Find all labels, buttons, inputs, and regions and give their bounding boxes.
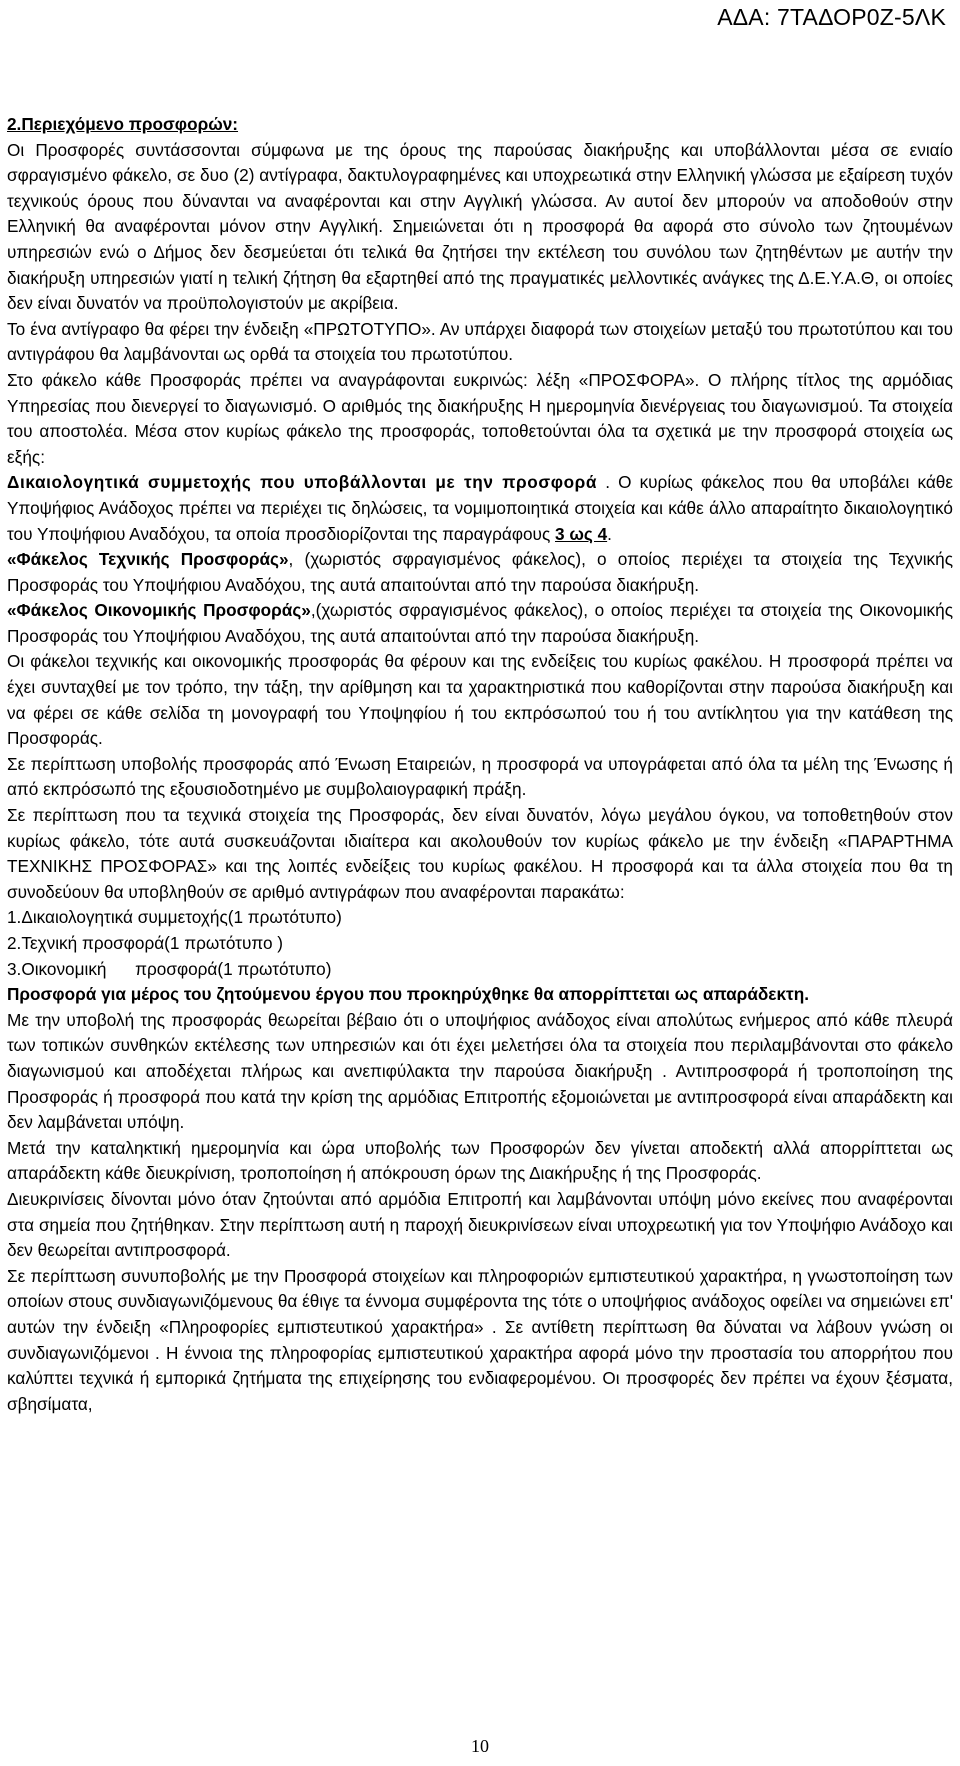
technical-envelope-label: «Φάκελος Τεχνικής Προσφοράς» [7,549,289,570]
paragraph-offers-composition: Οι Προσφορές συντάσσονται σύμφωνα με της όρους της παρούσας διακήρυξης και υποβάλλονται μέσα σε ενιαίο σφραγισμένο φάκελο, σε δυο (2) αντίγραφα, δακτυλογραφημένες και υποχρεωτικά στην Ελληνική γλώσσα με εξαίρεση τυχόν τεχνικούς όρους που δύνανται να αναφέρονται και στην Αγγλική γλώσσα. Αν αυτοί δεν μπορούν να αποδοθούν στην Ελληνική θα αναφέρονται μόνον στην Αγγλική. Σημειώνεται ότι η προσφορά θα αφορά στο σύνολο των ζητουμένων υπηρεσιών ενώ ο Δήμος δεν δεσμεύεται ότι τελικά θα ζητήσει την εκτέλεση του συνόλου των ζητηθέντων με αυτήν την διακήρυξη υπηρεσιών γιατί η τελική ζήτηση θα εξαρτηθεί από της πραγματικές μελλοντικές ανάγκες της Δ.Ε.Υ.Α.Θ, οι οποίες δεν είναι δυνατόν να προϋπολογιστούν με ακρίβεια. [7,139,953,314]
paragraph-envelope-markings: Στο φάκελο κάθε Προσφοράς πρέπει να αναγράφονται ευκρινώς: λέξη «ΠΡΟΣΦΟΡΑ». Ο πλήρης τίτλος της αρμόδιας Υπηρεσίας που διενεργεί το διαγωνισμό. Ο αριθμός της διακήρυξης Η ημερομηνία διενέργειας του διαγωνισμού. Τα στοιχεία του αποστολέα. Μέσα στον κυρίως φάκελο της προσφοράς, τοποθετούνται όλα τα σχετικά με την προσφορά στοιχεία ως εξής: [7,369,953,467]
list-item: 3.Οικονομική προσφορά(1 πρωτότυπο) [7,958,332,979]
paragraph-participation-documents [7,470,953,547]
paragraph-bidder-awareness: Με την υποβολή της προσφοράς θεωρείται βέβαιο ότι ο υποψήφιος ανάδοχος είναι απολύτως ενήμερος από κάθε πλευρά των τοπικών συνθηκών εκτέλεσης των υπηρεσιών και ότι έχει μελετήσει όλα τα στοιχεία που περιλαμβάνονται στο φάκελο διαγωνισμού και αποδέχεται πλήρως και ανεπιφύλακτα την παρούσα διακήρυξη . Αντιπροσφορά ή τροποποίηση της Προσφοράς ή προσφορά που κατά την κρίση της αρμόδιας Επιτροπής εξομοιώνεται με αντιπροσφορά είναι απαράδεκτη και δεν λαμβάνεται υπόψη. [7,1009,953,1133]
paragraph-joint-venture: Σε περίπτωση υποβολής προσφοράς από Ένωση Εταιρειών, η προσφορά να υπογράφεται από όλα τα μέλη της Ένωσης ή από εκπρόσωπό της εξουσιοδοτημένο με συμβολαιογραφική πράξη. [7,753,953,800]
financial-envelope-label: «Φάκελος Οικονομικής Προσφοράς» [7,600,311,621]
section-title: 2.Περιεχόμενο προσφορών: [7,114,239,134]
paragraph-technical-envelope [7,547,953,598]
paragraph-financial-envelope [7,598,953,649]
paragraph-partial-offer-rejection: Προσφορά για μέρος του ζητούμενου έργου που προκηρύχθηκε θα απορρίπτεται ως απαράδεκτη. [7,984,809,1005]
list-item: 1.Δικαιολογητικά συμμετοχής(1 πρωτότυπο) [7,907,342,928]
paragraph-reference: 3 ως 4 [555,523,608,544]
paragraph-reference-end: . [607,523,612,544]
page-number: 10 [471,1736,489,1756]
financial-envelope-text: ,(χωριστός σφραγισμένος φάκελος), ο οποίος περιέχει τα στοιχεία της Οικονομικής Προσφοράς του Υποψήφιου Αναδόχου, της αυτά απαιτούνται από την παρούσα διακήρυξη. [7,600,953,646]
list-item: 2.Τεχνική προσφορά(1 πρωτότυπο ) [7,933,284,953]
paragraph-confidential-info: Σε περίπτωση συνυποβολής με την Προσφορά στοιχείων και πληροφοριών εμπιστευτικού χαρακτήρα, η γνωστοποίηση των οποίων στους συνδιαγωνιζόμενους θα έθιγε τα έννομα συμφέροντα της τότε ο υποψήφιος ανάδοχος οφείλει να σημειώνει επ' αυτών την ένδειξη «Πληροφορίες εμπιστευτικού χαρακτήρα» . Σε αντίθετη περίπτωση θα δύναται να λάβουν γνώση οι συνδιαγωνιζόμενοι . Η έννοια της πληροφορίας εμπιστευτικού χαρακτήρα αφορά μόνο την προστασία του απορρήτου που καλύπτει τεχνικά ή εμπορικά ζητήματα της επιχείρησης του ενδιαφερομένου. Οι προσφορές δεν πρέπει να έχουν ξέσματα, σβησίματα, [7,1265,953,1414]
technical-envelope-text: , (χωριστός σφραγισμένος φάκελος), ο οποίος περιέχει τα στοιχεία της Τεχνικής Προσφοράς του Υποψήφιου Αναδόχου, της αυτά απαιτούνται από την παρούσα διακήρυξη. [7,549,953,595]
participation-documents-text: . Ο κυρίως φάκελος που θα υποβάλει κάθε Υποψήφιος Ανάδοχος πρέπει να περιέχει τις δηλώσεις, τα νομιμοποιητικά στοιχεία και κάθε άλλο απαραίτητο δικαιολογητικό του Υποψήφιου Αναδόχου, τα οποία προσδιορίζονται της παραγράφους [7,472,954,544]
document-body [7,112,953,1417]
paragraph-technical-annex: Σε περίπτωση που τα τεχνικά στοιχεία της Προσφοράς, δεν είναι δυνατόν, λόγω μεγάλου όγκου, να τοποθετηθούν στον κυρίως φάκελο, τότε αυτά συσκευάζονται ιδιαίτερα και ακολουθούν τον κυρίως φάκελο με την ένδειξη «ΠΑΡΑΡΤΗΜΑ ΤΕΧΝΙΚΗΣ ΠΡΟΣΦΟΡΑΣ» και της λοιπές ενδείξεις του κυρίως φακέλου. Η προσφορά και τα άλλα στοιχεία που θα τη συνοδεύουν θα υποβληθούν σε αριθμό αντιγράφων που αναφέρονται παρακάτω: [7,805,953,902]
paragraph-clarifications: Διευκρινίσεις δίνονται μόνο όταν ζητούνται από αρμόδια Επιτροπή και λαμβάνονται υπόψη μόνο εκείνες που αναφέρονται στα σημεία που ζητήθηκαν. Στην περίπτωση αυτή η παροχή διευκρινίσεων είναι υποχρεωτική για τον Υποψήφιο Ανάδοχο και δεν θεωρείται αντιπροσφορά. [7,1188,953,1261]
participation-documents-label: Δικαιολογητικά συμμετοχής που υποβάλλονται με την προσφορά [7,472,598,493]
paragraph-envelope-indications: Οι φάκελοι τεχνικής και οικονομικής προσφοράς θα φέρουν και της ενδείξεις του κυρίως φακέλου. Η προσφορά πρέπει να έχει συνταχθεί με τον τρόπο, την τάξη, την αρίθμηση και τα χαρακτηριστικά που καθορίζονται στην παρούσα διακήρυξη και να φέρει σε κάθε σελίδα τη μονογραφή του Υποψηφίου ή του εκπρόσωπού του ή του αντίκλητου για την κατάθεση της Προσφοράς. [7,651,953,749]
paragraph-original-copy: Το ένα αντίγραφο θα φέρει την ένδειξη «ΠΡΩΤΟΤΥΠΟ». Αν υπάρχει διαφορά των στοιχείων μεταξύ του πρωτοτύπου και του αντιγράφου θα λαμβάνονται ως ορθά τα στοιχεία του πρωτοτύπου. [7,318,953,365]
paragraph-deadline: Μετά την καταληκτική ημερομηνία και ώρα υποβολής των Προσφορών δεν γίνεται αποδεκτή αλλά απορρίπτεται ως απαράδεκτη κάθε διευκρίνιση, τροποποίηση ή απόκρουση όρων της Διακήρυξης ή της Προσφοράς. [7,1137,953,1184]
ada-code: ΑΔΑ: 7ΤΑΔΟΡ0Ζ-5ΛΚ [717,4,946,30]
